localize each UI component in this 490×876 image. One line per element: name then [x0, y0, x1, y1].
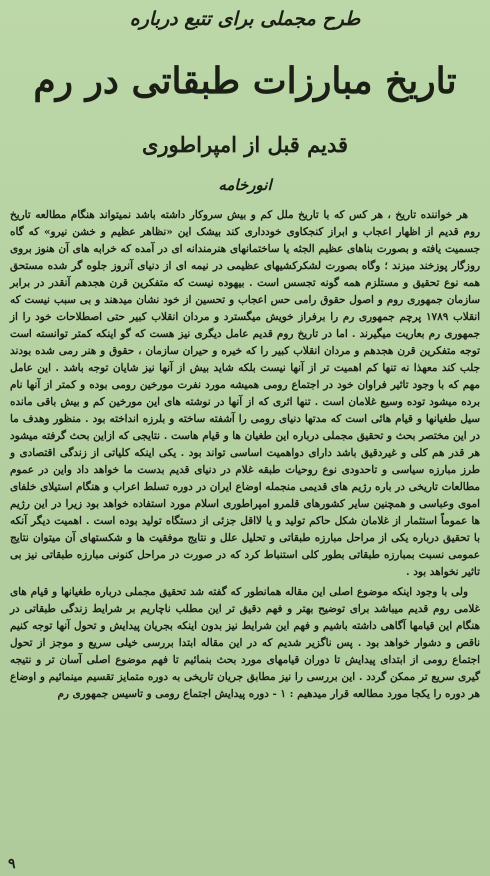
- author-heading: انورخامه: [218, 176, 272, 194]
- pre-title: طرح مجملی برای تتبع درباره: [129, 8, 361, 30]
- main-title: تاریخ مبارزات طبقاتی در رم: [33, 60, 457, 102]
- paragraph-1: هر خواننده تاریخ ، هر کس که با تاریخ ملل کم و بیش سروکار داشته باشد نمیتواند هنگام مطالعه تاریخ روم قدیم از اظهار اعجاب و ابراز کنجکاوی خودداری کند بیشک این «نظاهر عظیم و خشن نیرو» که گاه جسمیت یافته و بصورت بناهای عظیم الجثه یا ساختمانهای هنرمندانه ای در آمده که خرابه های آن هنوز بروی روزگار پوزخند میزند ؛ وگاه بصورت لشکرکشیهای عظیمی در نیمه ای از دنیای آنروز جلوه گر شده مستحق همه نوع تحقیق و مستلزم همه گونه تجسس است . بیهوده نیست که متفکرین قرن هجدهم آنقدر در برابر سازمان جمهوری روم و اصول حقوق رامی حس اعجاب و تحسین از خود نشان میدهند و بی سبب نیست که انقلاب ۱۷۸۹ پرچم جمهوری رم را برفراز خویش میگسترد و مردان انقلاب کبیر حتی اصطلاحات خود را از جمهوری رم بعاریت میگیرند . اما در تاریخ روم قدیم عامل دیگری نیز هست که گو اینکه کمتر توانسته است توجه متفکرین قرن هجدهم و مردان انقلاب کبیر را که خیره و حیران سازمان ، حقوق و هنر رمی شده بودند جلب کند معهذا نه تنها کم اهمیت تر از آنها نیست بلکه شاید بیش از آنها نیز شایان توجه باشد . این عامل مهم که با وجود تاثیر فراوان خود در اجتماع رومی همیشه مورد نفرت مورخین رومی بوده و کمتر از آنها نام برده میشود توده وسیع غلامان است . تنها اثری که از آنها در نوشته های این مورخین کم و بیش باقی مانده سیل طغیانها و قیام هائی است که مدتها دنیای رومی را آشفته ساخته و بلرزه انداخته بود . منظور وهدف ما در این مختصر بحث و تحقیق مجملی درباره این طغیان ها و قیام هاست . نتایجی که ازاین بحث گرفته میشود هر قدر هم کلی و غیردقیق باشد دارای دواهمیت اساسی تواند بود . یکی اینکه کلیاتی از زندگی اقتصادی و طرز مبارزه سیاسی و تاحدودی نوع روحیات طبقه غلام در دنیای قدیم بدست ما خواهد داد واین در عموم مطالعات تاریخی در باره رژیم های قدیمی منجمله اوضاع ایران در دوره تسلط اعراب و هنگام استیلای خلفای اموی وعباسی و همچنین سایر کشورهای قلمرو امپراطوری اسلام مورد استفاده خواهد بود زیرا در این رژیم ها عموماً استثمار از غلامان شکل حاکم تولید و یا لااقل جزئی از دستگاه تولید بوده است . اهمیت دیگر آنکه با تحقیق درباره یکی از مراحل مبارزه طبقاتی و تحلیل علل و نتایج موفقیت ها و شکستهای آن میتوان نتایج عمومی نسبت بمبارزه طبقاتی بطور کلی استنباط کرد که در صورت در مراحل کنونی مبارزه طبقاتی نیز بی تاثیر نخواهد بود .: [10, 209, 480, 578]
- page-number: ۹: [8, 856, 16, 872]
- body-text: [10, 207, 480, 706]
- sub-title: قدیم قبل از امپراطوری: [141, 132, 349, 157]
- paragraph-2: ولی با وجود اینکه موضوع اصلی این مقاله همانطور که گفته شد تحقیق مجملی درباره طغیانها و قیام های غلامی روم قدیم میباشد برای توضیح بهتر و فهم دقیق تر این مطلب ناچاریم بر شرایط زندگی طبقاتی در هنگام این قیامها آگاهی داشته باشیم و فهم این شرایط نیز بدون اینکه بجریان پیدایش و تحول آنها توجه کنیم ناقص و دشوار خواهد بود . پس ناگزیر شدیم که در این مقاله ابتدا بررسی خیلی سریع و موجز از تحول اجتماع رومی از ابتدای پیدایش تا دوران قیامهای مورد بحث بنمائیم تا فهم موضوع اصلی آسان تر و نتیجه گیری سریع تر ممکن گردد . این بررسی را نیز مطابق جریان تاریخی به دوره متمایز تقسیم مینمائیم و اوضاع هر دوره را یکجا مورد مطالعه قرار میدهیم : ۱ - دوره پیدایش اجتماع رومی و تاسیس جمهوری رم: [10, 586, 480, 700]
